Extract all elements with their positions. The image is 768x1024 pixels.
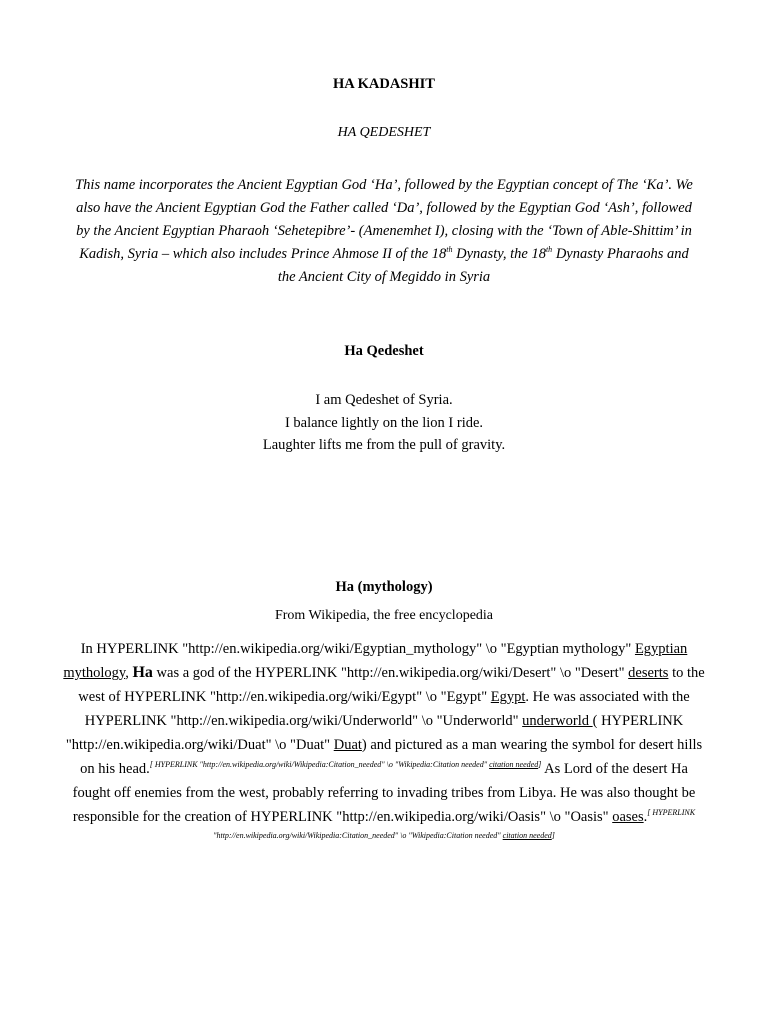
bold-term-ha: Ha: [132, 664, 153, 681]
superscript: th: [446, 245, 453, 255]
citation-text: [ HYPERLINK "http://en.wikipedia.org/wiki/Wikipedia:Citation_needed" \o "Wikipedia:Citation needed": [149, 760, 490, 770]
citation-needed-1: [150, 760, 542, 769]
link-citation-needed[interactable]: citation needed: [502, 831, 552, 840]
citation-text: ]: [538, 760, 542, 770]
document-title: HA KADASHIT: [333, 76, 435, 92]
poem-line: I balance lightly on the lion I ride.: [284, 414, 484, 431]
citation-needed-2: [ HYPERLINK: [647, 808, 696, 818]
article-text: In HYPERLINK "http://en.wikipedia.org/wiki/Egyptian_mythology" \o "Egyptian mythology": [80, 641, 635, 657]
article-text: .: [643, 809, 648, 825]
section-heading-ha-mythology: Ha (mythology): [335, 579, 433, 595]
article-text: was a god of the HYPERLINK "http://en.wikipedia.org/wiki/Desert" \o "Desert": [152, 665, 629, 681]
article-paragraph: [60, 637, 708, 843]
intro-paragraph: [72, 174, 696, 289]
article-text: As Lord of the desert Ha fought off enemies from the west, probably referring to invading tribes from Libya. He was also thought be responsible for the creation of HYPERLINK "http://en.wikipedia.org/wiki/Oasis" \o "Oasis": [72, 761, 696, 825]
citation-text: ]: [551, 831, 555, 840]
link-duat[interactable]: Duat: [333, 737, 362, 753]
article-text: ( HYPERLINK "http://en.wikipedia.org/wiki/Duat" \o "Duat": [65, 713, 684, 753]
article-text: ,: [125, 665, 133, 681]
intro-text: This name incorporates the Ancient Egyptian God ‘Ha’, followed by the Egyptian concept of The ‘Ka’. We also have the Ancient Egyptian God the Father called ‘Da’, followed by the Egyptian God ‘Ash’, followed by the Ancient Egyptian Pharaoh ‘Sehetepibre’- (Amenemhet I), closing with the ‘Town of Able-Shittim’ in Kadish, Syria – which also includes Prince Ahmose II of the 18: [75, 177, 693, 262]
link-deserts[interactable]: deserts: [628, 665, 669, 681]
document-subtitle: HA QEDESHET: [337, 125, 431, 140]
intro-text: Dynasty Pharaohs and the Ancient City of Megiddo in Syria: [277, 246, 689, 285]
link-citation-needed[interactable]: citation needed: [489, 760, 539, 770]
citation-line: [60, 829, 708, 843]
poem: [0, 389, 768, 457]
citation-text: "http://en.wikipedia.org/wiki/Wikipedia:Citation_needed" \o "Wikipedia:Citation needed": [213, 831, 503, 840]
intro-text: Dynasty, the 18: [452, 246, 546, 262]
link-oases[interactable]: oases: [612, 809, 644, 825]
poem-line: Laughter lifts me from the pull of gravity.: [262, 437, 506, 453]
link-egyptian-mythology[interactable]: Egyptian mythology: [63, 641, 688, 681]
article-text: ) and pictured as a man wearing the symbol for desert hills on his head.: [80, 737, 703, 777]
article-text: to the west of HYPERLINK "http://en.wikipedia.org/wiki/Egypt" \o "Egypt": [78, 665, 705, 705]
poem-line: I am Qedeshet of Syria.: [315, 392, 453, 408]
superscript: th: [545, 245, 553, 255]
source-line: From Wikipedia, the free encyclopedia: [274, 608, 494, 623]
section-heading-qedeshet: Ha Qedeshet: [344, 343, 424, 359]
link-egypt[interactable]: Egypt: [490, 689, 526, 705]
link-underworld[interactable]: underworld: [522, 713, 593, 729]
article-text: . He was associated with the HYPERLINK "http://en.wikipedia.org/wiki/Underworld" \o "Underworld": [84, 689, 690, 729]
